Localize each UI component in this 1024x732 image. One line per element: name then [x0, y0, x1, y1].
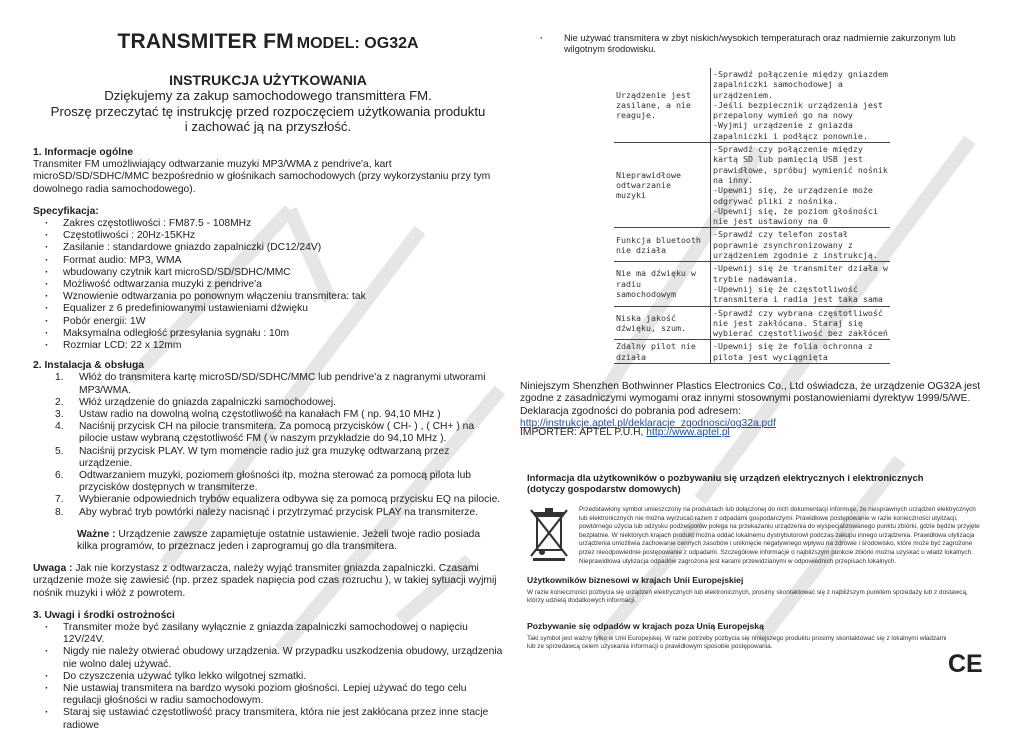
title-main: TRANSMITER FM [117, 30, 294, 53]
declaration-line-2: zgodne z zasadniczymi wymogami oraz innymi stosownymi postanowieniami dyrektyw 1999/5/WE. [520, 393, 971, 405]
troubleshooting-table [614, 68, 890, 364]
weee-outside-eu-body: Taki symbol jest ważny tylko w Unii Europejskej. W razie potrzeby pozbycia się niniejszego produktu prosimy skontaktować się z lokalnymi władzami lub ze sprzedawcą celem uzyskania informacji o prawidłowym sposobie postępowania. [527, 634, 947, 651]
symptom-cell: Nie ma dźwięku w radiu samochodowym [614, 262, 711, 306]
precautions-list [33, 622, 503, 732]
important-text: Urządzenie zawsze zapamiętuje ostatnie ustawienie. Jeżeli twoje radio posiada kilka programów, to przeznacz jeden i zaprogramuj go dla transmitera. [77, 528, 481, 552]
table-row [614, 228, 890, 262]
step-text: Ustaw radio na dowolną wolną częstotliwość na kanałach FM ( np. 94,10 MHz ) [79, 408, 441, 420]
step-text: Odtwarzaniem muzyki, poziomem głośności itp. można sterować za pomocą pilota lub przycisków dostępnych w transmiterze. [79, 469, 472, 494]
caution-note [33, 563, 503, 600]
declaration-prefix: Deklaracja zgodności do pobrania pod adresem: [520, 405, 741, 417]
table-row [614, 143, 890, 228]
list-item: · Zasilanie : standardowe gniazdo zapalniczki (DC12/24V) [63, 242, 503, 254]
symptom-cell: Nieprawidłowe odtwarzanie muzyki [614, 143, 711, 228]
symptom-cell: Niska jakość dźwięku, szum. [614, 306, 711, 340]
list-item [55, 421, 503, 445]
step-text: Włóż do transmitera kartę microSD/SD/SDHC/MMC lub pendrive'a z nagranymi utworami MP3/WMA. [79, 372, 486, 396]
important-label: Ważne : [77, 528, 116, 540]
list-item [55, 494, 503, 506]
document-title [33, 30, 503, 53]
step-number: 5. [55, 445, 64, 457]
list-item: · Format audio: MP3, WMA [63, 255, 503, 267]
weee-business-body: W razie konieczności pozbycia się urządzeń elektrycznych lub elektronicznych, prosimy skontaktować się z najbliższym punktem sprzedaży lub z dostawcą, którzy udzielą dodatkowych informacji. [527, 588, 968, 605]
remedy-cell: -Sprawdź czy telefon został poprawnie zsynchronizowany z urządzeniem zgodnie z instrukcją. [711, 228, 891, 262]
step-number: 7. [55, 494, 64, 506]
list-item: · Możliwość odtwarzania muzyki z pendrive'a [63, 279, 503, 291]
step-text: Wybieranie odpowiednich trybów equalizera odbywa się za pomocą przycisku EQ na pilocie. [79, 494, 501, 506]
step-text: Naciśnij przycisk PLAY. W tym momencie radio już gra muzykę odtwarzaną przez urządzenie. [79, 445, 450, 469]
list-item: · Do czyszczenia używać tylko lekko wilgotnej szmatki. [63, 671, 503, 683]
step-number: 1. [55, 372, 64, 384]
list-item: · Wznowienie odtwarzania po ponownym włączeniu transmitera: tak [63, 291, 503, 303]
step-number: 6. [55, 469, 64, 481]
step-number: 8. [55, 506, 64, 518]
left-column [33, 30, 503, 732]
section-1-heading: 1. Informacje ogólne [33, 146, 134, 158]
section-3-heading: 3. Uwagi i środki ostrożności [33, 609, 175, 621]
list-item: · Częstotliwości : 20Hz-15KHz [63, 230, 503, 242]
step-text: Aby wybrać tryb powtórki należy nacisnąć i przytrzymać przycisk PLAY na transmiterze. [79, 506, 479, 518]
list-item [55, 469, 503, 494]
list-item: · Nigdy nie należy otwierać obudowy urządzenia. W przypadku uszkodzenia obudowy, urządzenia nie wolno dalej używać. [63, 646, 503, 670]
caution-text: Jak nie korzystasz z odtwarzacza, należy wyjąć transmiter gniazda zapalniczki. Czasami urządzenie może się zawiesić (np. przez spadek napięcia pod czas rozruchu ), w takiej sytuacji wyjmij nośnik muzyki i włóż z powrotem. [33, 563, 497, 599]
list-item: · Transmiter może być zasilany wyłącznie z gniazda zapalniczki samochodowej o napięciu 12V/24V. [63, 622, 503, 646]
declaration-link[interactable]: http://instrukcje.aptel.pl/deklaracje_zgodnosci/og32a.pdf [520, 418, 776, 430]
caution-label: Uwaga : [33, 563, 73, 575]
weee-outside-eu-heading: Pozbywanie się odpadów w krajach poza Unią Europejską [527, 620, 764, 631]
table-row [614, 306, 890, 340]
remedy-cell: -Sprawdź połączenie między gniazdem zapalniczki samochodowej a urządzeniem. -Jeśli bezpiecznik urządzenia jest przepalony wymień go na nowy -Wyjmij urządzenie z gniazda zapalniczki i podłącz ponownie. [711, 68, 891, 143]
list-item: · wbudowany czytnik kart microSD/SD/SDHC/MMC [63, 267, 503, 279]
thanks-line-1: Dziękujemy za zakup samochodowego transmittera FM. [104, 88, 432, 104]
remedy-cell: -Upewnij się że folia ochronna z pilota jest wyciągnięta [711, 340, 891, 364]
list-item: · Zakres częstotliwości : FM87.5 - 108MHz [63, 218, 503, 230]
list-item [55, 445, 503, 470]
symptom-cell: Funkcja bluetooth nie działa [614, 228, 711, 262]
weee-heading-line-2: (dotyczy gospodarstw domowych) [527, 483, 681, 494]
list-item [55, 396, 503, 409]
ce-mark-icon: CE [948, 650, 983, 678]
importer-link[interactable]: http://www.aptel.pl [646, 427, 730, 438]
symptom-cell: Zdalny pilot nie działa [614, 340, 711, 364]
declaration-line-1: Niniejszym Shenzhen Bothwinner Plastics Electronics Co., Ltd oświadcza, że urządzenie OG32A jest [520, 381, 981, 392]
table-row [614, 340, 890, 364]
list-item: · Maksymalna odległość przesyłania sygnału : 10m [63, 328, 503, 340]
step-text: Naciśnij przycisk CH na pilocie transmitera. Za pomocą przycisków ( CH- ) , ( CH+ ) na pilocie ustaw wybraną częstotliwość FM ( w naszym przykładzie do 94,10 MHz ). [79, 421, 475, 445]
table-row [614, 262, 890, 306]
list-item: · Nie ustawiaj transmitera na bardzo wysoki poziom głośności. Lepiej używać do tego celu regulacji głośności w radiu samochodowym. [63, 683, 503, 707]
weee-business-heading: Użytkowników biznesowi w krajach Unii Europejskiej [527, 575, 744, 586]
weee-row [527, 506, 982, 566]
list-item [55, 372, 503, 396]
remedy-cell: -Sprawdź czy wybrana częstotliwość nie jest zakłócana. Staraj się wybierać częstotliwość bez zakłóceń [711, 306, 891, 340]
thanks-line-3: i zachować ją na przyszłość. [184, 119, 352, 135]
weee-info [527, 472, 982, 652]
title-model: MODEL: OG32A [296, 35, 419, 52]
list-item: · Rozmiar LCD: 22 x 12mm [63, 340, 503, 352]
thanks-line-2: Proszę przeczytać tę instrukcję przed rozpoczęciem użytkowania produktu [50, 103, 486, 119]
weee-body: Przedstawiony symbol umieszczony na produktach lub dołączonej do nich dokumentacji informuje, że niesprawnych urządzeń elektrycznych lub elektronicznych nie można wyrzucać razem z odpadami gospodarczymi. Prawidłowe postępowanie w razie konieczności utylizacji, powtórnego użycia lub odzysku podzespołów polega na przekazaniu urządzenia do wyspecjalizowanego punktu zbiórki, gdzie będzie przyjęte bezpłatnie. W niektórych krajach produkt można oddać lokalnemu dystrybutorowi podczas zakupu innego urządzenia. Prawidłowa utylizacja urządzenia umożliwia zachowanie cennych zasobów i uniknięcie negatywnego wpływu na zdrowie i środowisko, które może być zagrożone przez nieodpowiednie postępowanie z odpadami. Szczegółowe informacje o najbliższym punkcie zbiórki można uzyskać u władz lokalnych. Nieprawidłowa utylizacja odpadów zagrożona jest karami przewidzianymi w odpowiednich przepisach lokalnych. [579, 506, 980, 565]
spec-list [33, 218, 503, 352]
table-row [614, 68, 890, 143]
weee-heading [527, 472, 982, 494]
right-column [540, 33, 990, 55]
important-note [77, 529, 503, 553]
list-item: · Pobór energii: 1W [63, 316, 503, 328]
crossed-bin-icon [527, 506, 571, 562]
step-number: 3. [55, 408, 64, 420]
remedy-cell: -Upewnij się że transmiter działa w trybie nadawania. -Upewnij się że częstotliwość transmitera i radia jest taka sama [711, 262, 891, 306]
step-number: 2. [55, 396, 64, 408]
install-steps [33, 372, 503, 518]
step-number: 4. [55, 421, 64, 433]
precaution-continued: · Nie używać transmitera w zbyt niskich/wysokich temperaturach oraz nadmiernie zakurzonym lub wilgotnym środowisku. [540, 33, 990, 55]
list-item [55, 506, 503, 519]
instruction-heading: INSTRUKCJA UŻYTKOWANIA [169, 72, 367, 89]
list-item: · Equalizer z 6 predefiniowanymi ustawieniami dźwięku [63, 303, 503, 315]
weee-heading-line-1: Informacja dla użytkowników o pozbywaniu się urządzeń elektrycznych i elektronicznych [527, 472, 924, 483]
remedy-cell: -Sprawdź czy połączenie między kartą SD lub pamięcią USB jest prawidłowe, spróbuj wymienić nośnik na inny. -Upewnij się, że urządzenie może odgrywać pliki z nośnika. -Upewnij się, że poziom głośności nie jest ustawiony na 0 [711, 143, 891, 228]
importer [520, 427, 730, 438]
section-1-text: Transmiter FM umożliwiający odtwarzanie muzyki MP3/WMA z pendrive'a, kart microSD/SD/SDHC/MMC bezpośrednio w głośnikach samochodowych (przy wykorzystaniu przy tym dowolnego radia samochodowego). [33, 159, 491, 195]
importer-prefix: IMPORTER: APTEL P.U.H, [520, 427, 647, 438]
spec-heading: Specyfikacja: [33, 205, 99, 217]
list-item: · Staraj się ustawiać częstotliwość pracy transmitera, która nie jest zakłócana przez inne stacje radiowe [63, 707, 503, 731]
thanks-text [33, 88, 503, 135]
step-text: Włóż urządzenie do gniazda zapalniczki samochodowej. [79, 396, 336, 408]
declaration [520, 381, 990, 431]
section-2-heading: 2. Instalacja & obsługa [33, 360, 145, 372]
symptom-cell: Urządzenie jest zasilane, a nie reaguje. [614, 68, 711, 143]
list-item [55, 408, 503, 421]
